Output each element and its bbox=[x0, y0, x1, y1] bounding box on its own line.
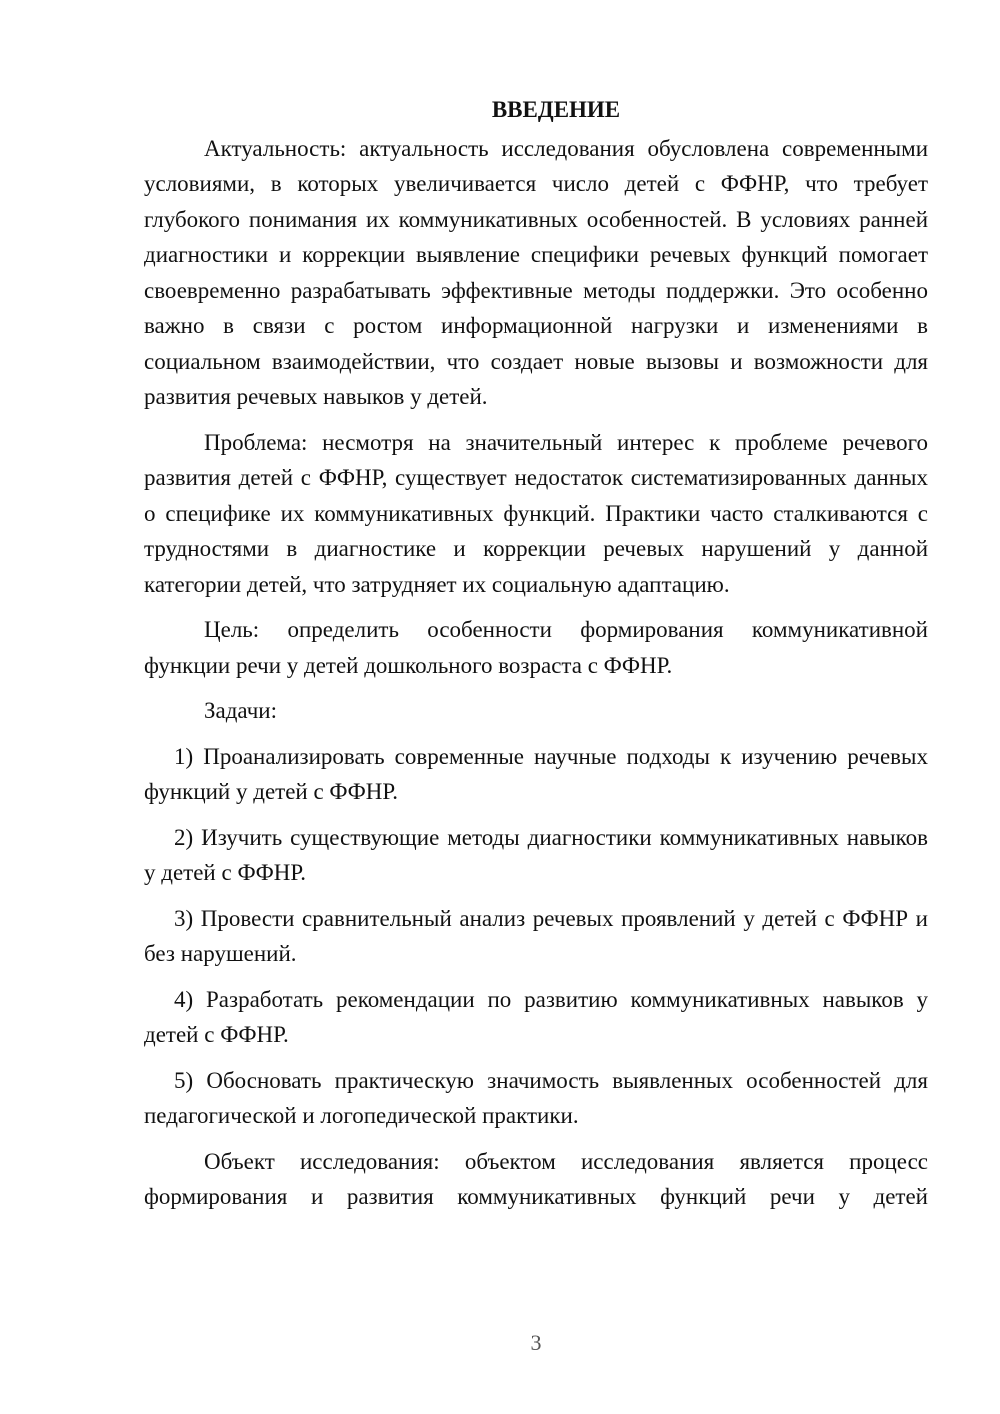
object-paragraph: Объект исследования: объектом исследования является процесс формирования и развития коммуникативных функций речи у детей bbox=[144, 1148, 928, 1209]
goal-paragraph: Цель: определить особенности формирования коммуникативной функции речи у детей дошкольного возраста с ФФНР. bbox=[144, 617, 928, 678]
task-item-4: 4) Разработать рекомендации по развитию коммуникативных навыков у детей с ФФНР. bbox=[144, 986, 928, 1047]
tasks-label: Задачи: bbox=[204, 698, 277, 723]
task-item-2: 2) Изучить существующие методы диагностики коммуникативных навыков у детей с ФФНР. bbox=[144, 824, 928, 885]
task-item-3: 3) Провести сравнительный анализ речевых проявлений у детей с ФФНР и без нарушений. bbox=[144, 905, 928, 966]
relevance-paragraph: Актуальность: актуальность исследования обусловлена современными условиями, в которых увеличивается число детей с ФФНР, что требует глубокого понимания их коммуникативных особенностей. В условиях ранней диагностики и коррекции выявление специфики речевых функций помогает своевременно разрабатывать эффективные методы поддержки. Это особенно важно в связи с ростом информационной нагрузки и изменениями в социальном взаимодействии, что создает новые вызовы и возможности для развития речевых навыков у детей. bbox=[144, 135, 928, 409]
task-item-5: 5) Обосновать практическую значимость выявленных особенностей для педагогической и логопедической практики. bbox=[144, 1067, 928, 1128]
section-title: ВВЕДЕНИЕ bbox=[491, 97, 621, 122]
document-page bbox=[144, 92, 928, 1225]
problem-paragraph: Проблема: несмотря на значительный интерес к проблеме речевого развития детей с ФФНР, существует недостаток систематизированных данных о специфике их коммуникативных функций. Практики часто сталкиваются с трудностями в диагностике и коррекции речевых нарушений у данной категории детей, что затрудняет их социальную адаптацию. bbox=[144, 429, 928, 597]
page-number: 3 bbox=[530, 1330, 542, 1355]
task-item-1: 1) Проанализировать современные научные подходы к изучению речевых функций у детей с ФФНР. bbox=[144, 743, 928, 804]
